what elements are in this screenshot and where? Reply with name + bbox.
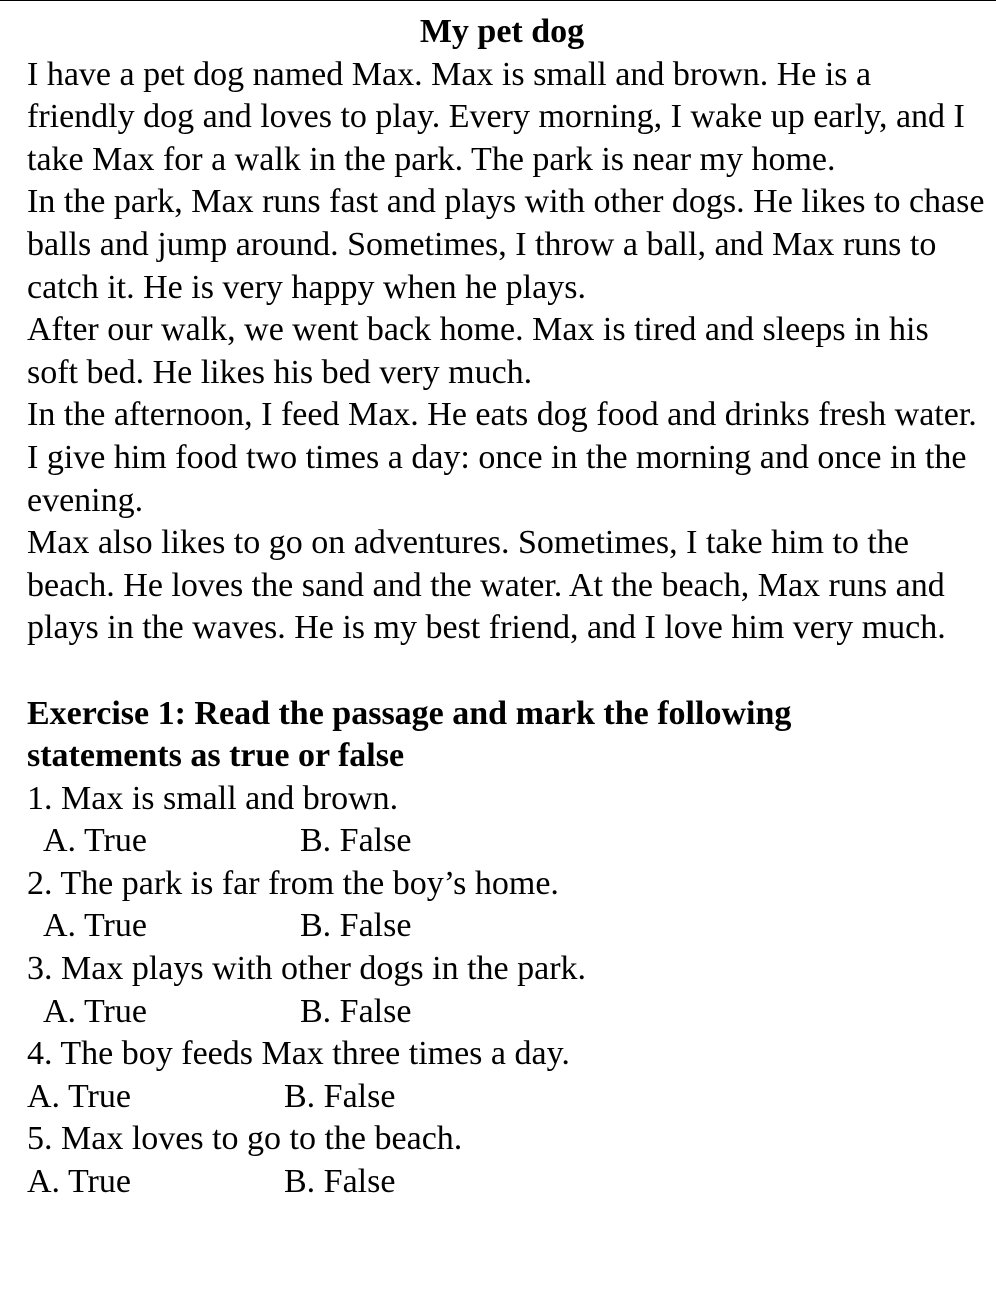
question-5-option-a[interactable]: A. True bbox=[27, 1163, 131, 1201]
question-4-option-a[interactable]: A. True bbox=[27, 1077, 131, 1115]
question-1-option-a[interactable]: A. True bbox=[43, 822, 147, 860]
question-4: 4. The boy feeds Max three times a day. bbox=[27, 1035, 570, 1073]
question-5-option-b[interactable]: B. False bbox=[284, 1163, 396, 1201]
spacer bbox=[27, 650, 987, 693]
document-page bbox=[27, 11, 987, 1204]
passage-paragraph-3: After our walk, we went back home. Max is tired and sleeps in his soft bed. He likes his bed very much. bbox=[27, 311, 929, 391]
question-1-option-b[interactable]: B. False bbox=[300, 822, 412, 860]
question-3-options bbox=[27, 991, 987, 1034]
question-1-options bbox=[27, 820, 987, 863]
question-2-option-a[interactable]: A. True bbox=[43, 907, 147, 945]
question-3-option-a[interactable]: A. True bbox=[43, 992, 147, 1030]
question-4-option-b[interactable]: B. False bbox=[284, 1077, 396, 1115]
question-2-options bbox=[27, 905, 987, 948]
question-5-options bbox=[27, 1161, 987, 1204]
passage-paragraph-4: In the afternoon, I feed Max. He eats dog food and drinks fresh water. I give him food two times a day: once in the morning and once in the evening. bbox=[27, 396, 977, 519]
document-title: My pet dog bbox=[419, 13, 585, 50]
question-2-option-b[interactable]: B. False bbox=[300, 907, 412, 945]
question-1: 1. Max is small and brown. bbox=[27, 779, 399, 817]
passage-paragraph-1: I have a pet dog named Max. Max is small and brown. He is a friendly dog and loves to play. Every morning, I wake up early, and I take Max for a walk in the park. The park is near my home. bbox=[27, 55, 965, 178]
exercise-title-line-1: Exercise 1: Read the passage and mark the following bbox=[27, 694, 792, 732]
question-5: 5. Max loves to go to the beach. bbox=[27, 1120, 463, 1158]
question-4-options bbox=[27, 1076, 987, 1119]
question-2: 2. The park is far from the boy’s home. bbox=[27, 864, 559, 902]
top-divider bbox=[0, 0, 996, 1]
passage-paragraph-2: In the park, Max runs fast and plays with other dogs. He likes to chase balls and jump around. Sometimes, I throw a ball, and Max runs to catch it. He is very happy when he plays. bbox=[27, 183, 985, 306]
passage-paragraph-5: Max also likes to go on adventures. Sometimes, I take him to the beach. He loves the sand and the water. At the beach, Max runs and plays in the waves. He is my best friend, and I love him very much. bbox=[27, 524, 946, 647]
question-3: 3. Max plays with other dogs in the park. bbox=[27, 950, 587, 988]
exercise-title-line-2: statements as true or false bbox=[27, 737, 405, 775]
question-3-option-b[interactable]: B. False bbox=[300, 992, 412, 1030]
